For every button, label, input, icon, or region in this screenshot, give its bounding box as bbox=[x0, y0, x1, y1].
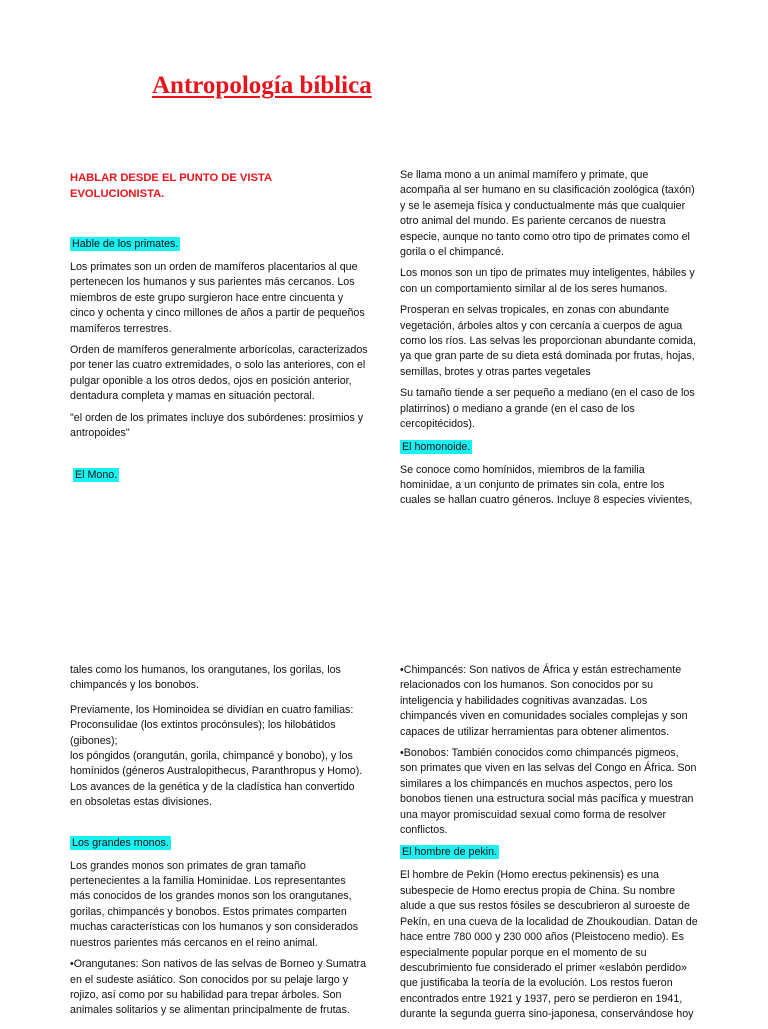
paragraph: tales como los humanos, los orangutanes, los gorilas, los chimpancés y los bonobos. bbox=[70, 664, 341, 692]
paragraph: Previamente, los Hominoidea se dividían en cuatro familias: Proconsulidae (los extintos procónsules); los hilobátidos (gibones); los póngidos (orangután, gorila, chimpancé y bonobo), y los homínidos (géneros Australopithecus, Paranthropus y Homo). Los avances de la genética y de la cladística han convertido en obsoletas estas divisiones. bbox=[70, 703, 363, 809]
highlight-mono: El Mono. bbox=[75, 469, 118, 482]
heading-homonoide bbox=[400, 439, 698, 455]
heading-grandes-monos bbox=[70, 835, 368, 851]
paragraph: El hombre de Pekín (Homo erectus pekinensis) es una subespecie de Homo erectus propia de China. Su nombre alude a que sus restos fósiles se descubrieron al suroeste de Pekín, en una cueva de la localidad de Zhoukoudian. Datan de hace entre 780 000 y 230 000 años (Pleistoceno medio). Es especialmente popular porque en el momento de su descubrimiento fue considerado el primer «eslabón perdido» que justificaba la teoría de la evolución. Los restos fueron encontrados entre 1921 y 1937, pero se perdieron en 1941, durante la segunda guerra sino-japonesa, conservándose hoy bbox=[400, 869, 698, 1021]
top-right-column bbox=[400, 168, 698, 515]
paragraph: •Bonobos: También conocidos como chimpancés pigmeos, son primates que viven en las selvas del Congo en África. Son similares a los chimpancés en muchos aspectos, pero los bonobos tienen una estructura social más pacífica y muestran una mayor promiscuidad sexual como forma de resolver conflictos. bbox=[400, 747, 697, 837]
paragraph: Orden de mamíferos generalmente arborícolas, caracterizados por tener las cuatro extremidades, o solo las anteriores, con el pulgar oponible a los otros dedos, ojos en posición anterior, dentadura completa y mamas en situación pectoral. bbox=[70, 344, 368, 403]
highlight-hombre-pekin: El hombre de pekin. bbox=[402, 846, 498, 859]
paragraph: Los primates son un orden de mamíferos placentarios al que pertenecen los humanos y sus parientes más cercanos. Los miembros de este grupo surgieron hace entre cincuenta y cinco y ochenta y cinco millones de años a partir de pequeños mamíferos terrestres. bbox=[70, 261, 365, 335]
highlight-homonoide: El homonoide. bbox=[402, 440, 471, 453]
paragraph: Prosperan en selvas tropicales, en zonas con abundante vegetación, árboles altos y con cercanía a cuerpos de agua como los ríos. Las selvas les proporcionan abundante comida, ya que gran parte de su dieta está dominada por frutas, hojas, semillas, brotes y otras partes vegetales bbox=[400, 304, 696, 378]
bottom-right-column bbox=[400, 663, 698, 1029]
paragraph: •Chimpancés: Son nativos de África y están estrechamente relacionados con los humanos. Son conocidos por su inteligencia y habilidades cognitivas avanzadas. Los chimpancés viven en comunidades sociales complejas y son capaces de utilizar herramientas para obtener alimentos. bbox=[400, 664, 688, 738]
top-left-column bbox=[70, 170, 370, 489]
paragraph: Los monos son un tipo de primates muy inteligentes, hábiles y con un comportamiento similar al de los seres humanos. bbox=[400, 267, 695, 295]
section-heading-evolucionista: HABLAR DESDE EL PUNTO DE VISTA EVOLUCIONISTA. bbox=[70, 172, 272, 200]
paragraph: Se conoce como homínidos, miembros de la familia hominidae, a un conjunto de primates sin cola, entre los cuales se hallan cuatro géneros. Incluye 8 especies vivientes, bbox=[400, 463, 693, 507]
highlight-primates: Hable de los primates. bbox=[72, 238, 179, 250]
highlight-grandes-monos: Los grandes monos. bbox=[72, 836, 169, 849]
heading-hombre-pekin bbox=[400, 844, 698, 860]
paragraph: Se llama mono a un animal mamífero y primate, que acompaña al ser humano en su clasificación zoológica (taxón) y se le asemeja física y conductualmente más que cualquier otro animal del mundo. Es pariente cercanos de nuestra especie, aunque no tanto como otro tipo de primates como el gorila o el chimpancé. bbox=[400, 169, 695, 259]
heading-primates bbox=[70, 236, 370, 252]
document-title: Antropología bíblica bbox=[152, 72, 372, 99]
paragraph: Su tamaño tiende a ser pequeño a mediano (en el caso de los platirrinos) o mediano a grande (en el caso de los cercopitécidos). bbox=[400, 387, 695, 431]
paragraph: •Orangutanes: Son nativos de las selvas de Borneo y Sumatra en el sudeste asiático. Son conocidos por su pelaje largo y rojizo, así como por su habilidad para trepar árboles. Son animales solitarios y se alimentan principalmente de frutas. bbox=[70, 958, 367, 1017]
paragraph: Los grandes monos son primates de gran tamaño pertenecientes a la familia Hominidae. Los representantes más conocidos de los grandes monos son los orangutanes, gorilas, chimpancés y bonobos. Estos primates comparten muchas características con los humanos y son considerados nuestros parientes más cercanos en el reino animal. bbox=[70, 859, 359, 949]
paragraph: "el orden de los primates incluye dos subórdenes: prosimios y antropoides" bbox=[70, 411, 364, 440]
heading-mono bbox=[70, 467, 370, 483]
bottom-left-column bbox=[70, 663, 368, 1025]
